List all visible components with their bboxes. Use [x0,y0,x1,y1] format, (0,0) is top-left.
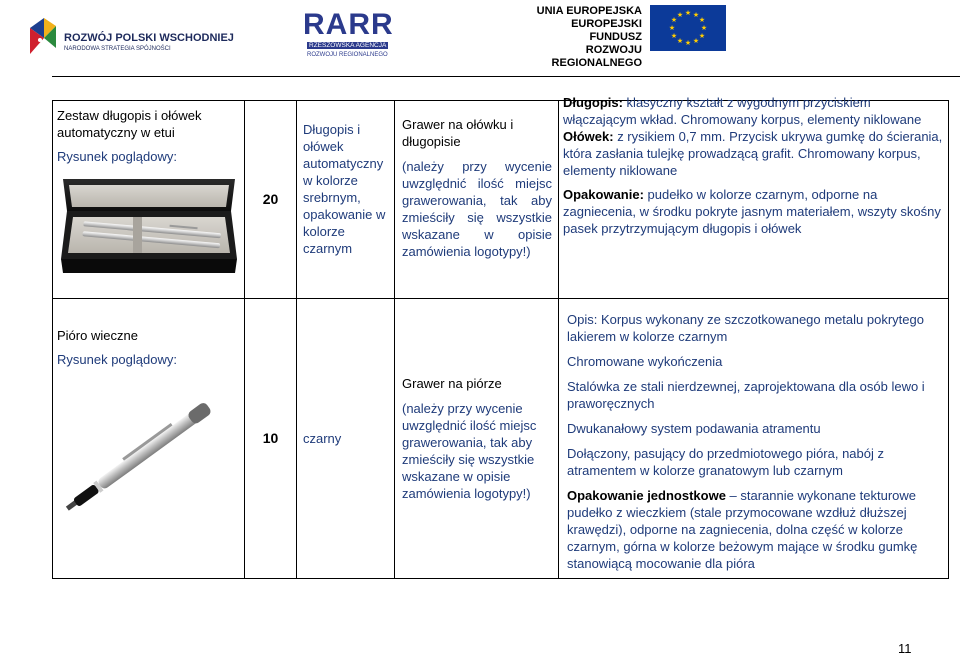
color-text: Długopis i ołówek automatyczny w kolorze srebrnym, opakowanie w kolorze czarnym [303,122,386,256]
engraving-cell [395,101,559,299]
desc-label: Opis: [567,312,598,327]
table-row [53,101,949,299]
svg-text:★: ★ [700,24,708,32]
header-divider [52,76,960,77]
svg-text:★: ★ [668,24,676,32]
logo-rarr [293,0,397,66]
rpw-title: ROZWÓJ POLSKI WSCHODNIEJ [64,32,234,44]
rarr-sub1: RZESZOWSKA AGENCJA [309,42,387,49]
quantity-cell [245,101,297,299]
product-table [52,95,949,579]
desc-label: Opakowanie: [563,187,644,202]
svg-text:★: ★ [698,16,706,24]
quantity-cell [245,299,297,579]
ue-line-3: ROZWOJU REGIONALNEGO [551,44,642,69]
rarr-name: RARR [303,8,394,41]
header-logos [0,0,960,70]
page-number: 11 [898,641,912,656]
rarr-sub2: ROZWOJU REGIONALNEGO [307,52,388,58]
desc-line [567,311,940,345]
rpw-flag-icon [30,18,56,54]
svg-text:★: ★ [684,39,692,47]
pen-set-image [59,177,239,282]
engraving-title: Grawer na ołówku i długopisie [402,117,514,149]
quantity-value: 20 [262,191,279,207]
description-cell [559,299,949,579]
preview-label: Rysunek poglądowy: [57,352,177,367]
svg-text:★: ★ [670,32,678,40]
fountain-pen-image [55,379,235,539]
ue-text [520,5,642,70]
engraving-cell [395,299,559,579]
svg-text:★: ★ [684,9,692,17]
svg-text:★: ★ [670,16,678,24]
desc-text: pudełko w kolorze czarnym, odporne na zagniecenia, w środku pokryte jasnym materiałem, wszyty skośny pasek przytrzymującym długopis i ołówek [563,187,941,236]
quantity-value: 10 [262,430,279,446]
color-cell [297,299,395,579]
table-row [53,299,949,579]
description-cell [559,95,949,299]
logo-rozwoj-polski-wschodniej [30,18,234,62]
desc-label: Opakowanie jednostkowe [567,488,726,503]
ue-line-2: EUROPEJSKI FUNDUSZ [571,18,642,43]
desc-line: Dołączony, pasujący do przedmiotowego pióra, nabój z atramentem w kolorze granatowym lub czarnym [567,446,884,478]
desc-text: z rysikiem 0,7 mm. Przycisk ukrywa gumkę do ścierania, która zasłania tulejkę prowadzącą grafit. Chromowany korpus, elementy niklowane [563,129,943,178]
desc-text: klasyczny kształt z wygodnym przyciskiem włączającym wkład. Chromowany korpus, elementy niklowane [563,95,922,127]
color-cell [297,101,395,299]
product-name: Pióro wieczne [57,328,138,343]
desc-line [559,94,948,128]
engraving-note: (należy przy wycenie uwzględnić ilość miejsc grawerowania, tak aby zmieściły się wszystkie wskazane w opisie zamówienia logotypy!) [402,401,537,501]
desc-line: Stalówka ze stali nierdzewnej, zaprojektowana dla osób lewo i praworęcznych [567,379,925,411]
product-cell [53,299,245,579]
engraving-note: (należy przy wycenie uwzględnić ilość miejsc grawerowania, tak aby zmieściły się wszystkie wskazane w opisie zamówienia logotypy!) [402,159,552,259]
desc-text: – starannie wykonane tekturowe pudełko z wieczkiem (stale przymocowane wzdłuż dłuższej krawędzi), odporne na zagniecenia, dolna część w kolorze czarnym, górna w kolorze beżowym mające w środku gumkę stanowiącą mocowanie dla pióra [567,488,918,571]
desc-line: Dwukanałowy system podawania atramentu [567,421,821,436]
ue-line-1: UNIA EUROPEJSKA [536,5,642,17]
product-cell [53,101,245,299]
logo-unia-europejska [520,5,730,69]
desc-line [559,128,948,179]
svg-text:★: ★ [692,37,700,45]
svg-text:★: ★ [676,37,684,45]
product-name: Zestaw długopis i ołówek automatyczny w etui [57,108,202,140]
desc-label: Długopis: [563,95,623,110]
desc-text: Korpus wykonany ze szczotkowanego metalu pokrytego lakierem w kolorze czarnym [567,312,924,344]
svg-text:★: ★ [692,11,700,19]
desc-label: Ołówek: [563,129,614,144]
color-text: czarny [303,431,342,446]
eu-flag-icon [650,5,726,51]
desc-line [559,186,948,237]
rpw-subtitle: NARODOWA STRATEGIA SPÓJNOŚCI [64,46,171,52]
svg-text:★: ★ [698,32,706,40]
svg-text:★: ★ [676,11,684,19]
preview-label: Rysunek poglądowy: [57,149,177,164]
desc-line: Chromowane wykończenia [567,354,723,369]
engraving-title: Grawer na piórze [402,376,502,391]
desc-line [567,487,940,572]
